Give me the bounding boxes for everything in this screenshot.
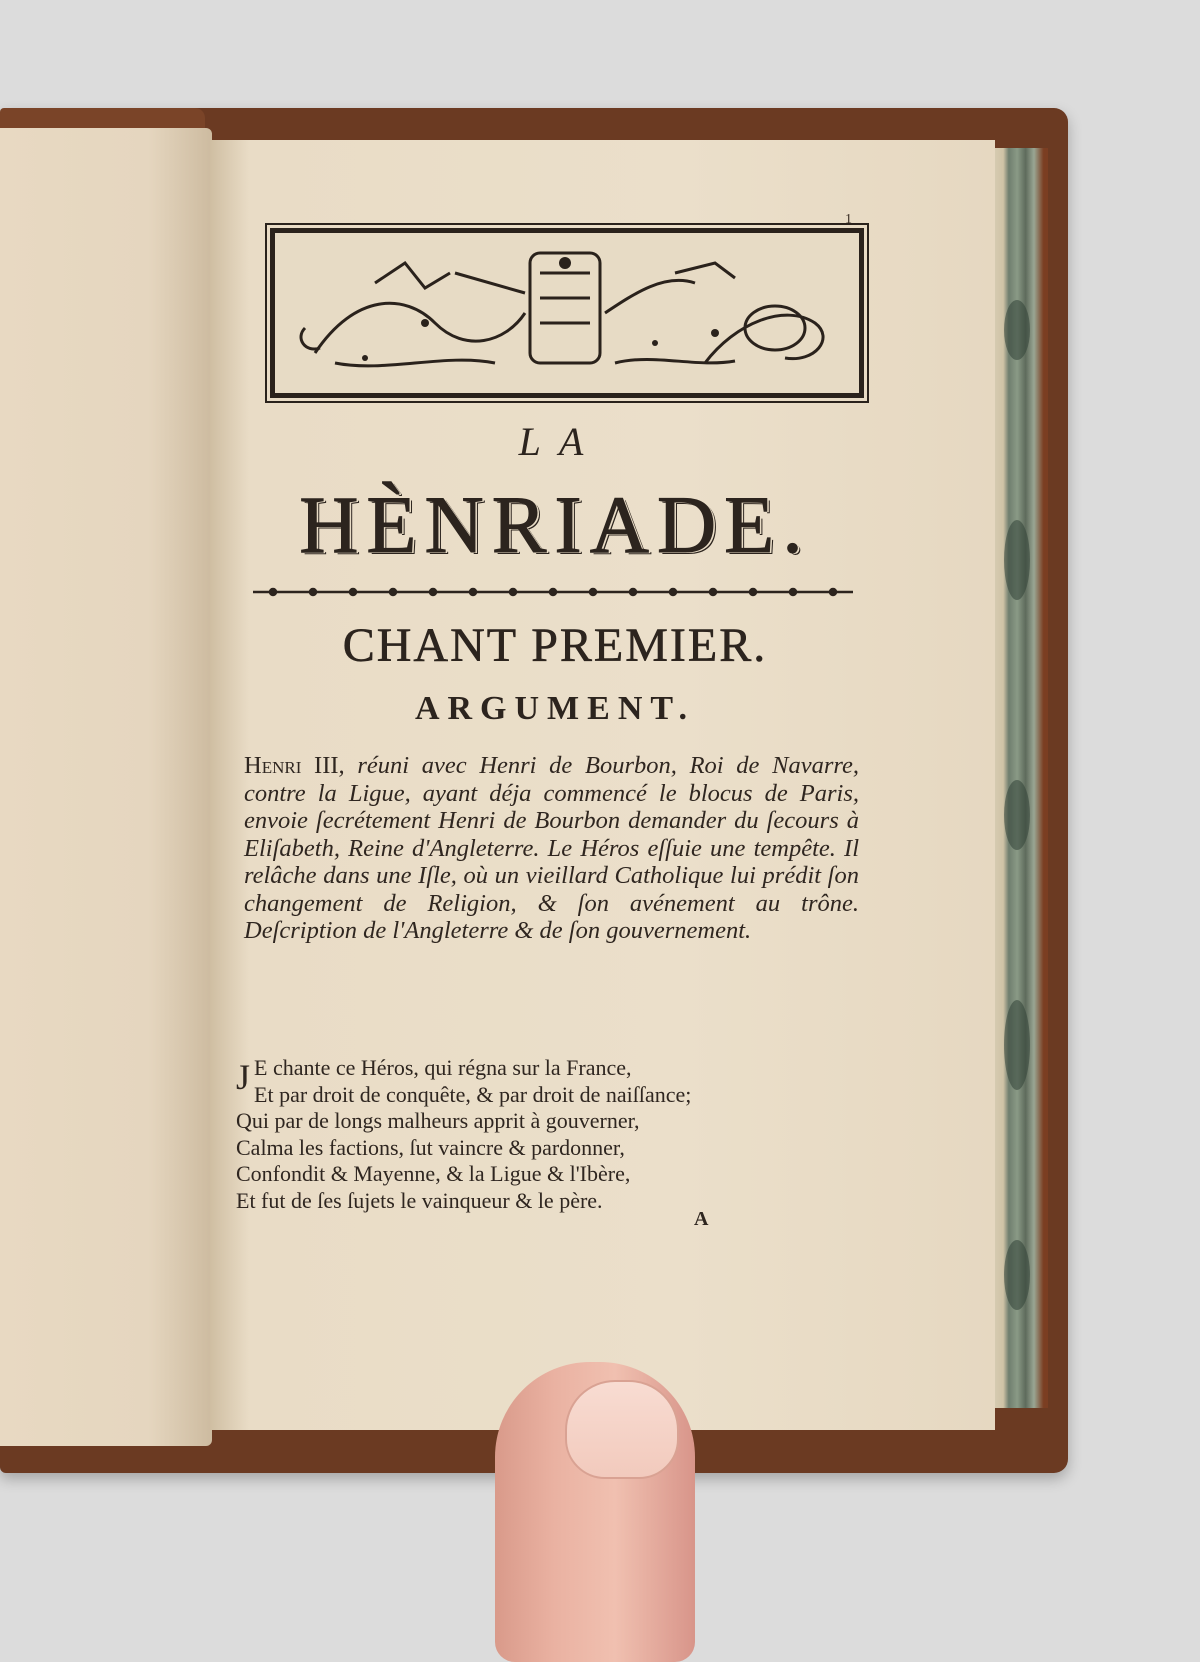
woodcut-headpiece (270, 228, 864, 398)
verse-line: E chante ce Héros, qui régna sur la France, (254, 1055, 632, 1080)
argument-first-word: Henri III (244, 752, 339, 779)
book-title: HÈNRIADE. (299, 479, 811, 570)
argument-paragraph (244, 752, 859, 945)
drop-cap: J (236, 1057, 251, 1097)
argument-heading: ARGUMENT. (414, 690, 696, 727)
marble-spot (1004, 1000, 1030, 1090)
verse-line: Qui par de longs malheurs apprit à gouverner, (236, 1108, 640, 1133)
marble-spot (1004, 300, 1030, 360)
verse-block (236, 1055, 856, 1214)
marble-spot (1004, 520, 1030, 600)
page-number: 1 (845, 212, 852, 227)
signature-mark: A (694, 1208, 709, 1230)
verse-line: Et fut de ſes ſujets le vainqueur & le père. (236, 1187, 603, 1213)
argument-body: , réuni avec Henri de Bourbon, Roi de Navarre, contre la Ligue, ayant déja commencé le blocus de Paris, envoie ſecrétement Henri de Bourbon demander du ſecours à Eliſabeth, Reine d'Angleterre. Le Héros eſſuie une tempête. Il relâche dans une Iſle, où un vieillard Catholique lui prédit ſon changement de Religion, & ſon avénement au trône. Deſcription de l'Angleterre & de ſon gouvernement. (244, 752, 859, 944)
verse-line: Confondit & Mayenne, & la Ligue & l'Ibère, (236, 1161, 631, 1186)
verse-line: Et par droit de conquête, & par droit de naiſſance; (254, 1081, 692, 1107)
ornament-icon (275, 233, 859, 393)
left-page (0, 128, 212, 1446)
fingernail (565, 1380, 679, 1479)
marble-spot (1004, 1240, 1030, 1310)
verse-line: Calma les factions, ſut vaincre & pardonner, (236, 1134, 625, 1160)
chant-heading: CHANT PREMIER. (342, 619, 768, 672)
title-prefix: LA (518, 419, 602, 464)
marble-spot (1004, 780, 1030, 850)
ornamental-rule (253, 580, 853, 604)
